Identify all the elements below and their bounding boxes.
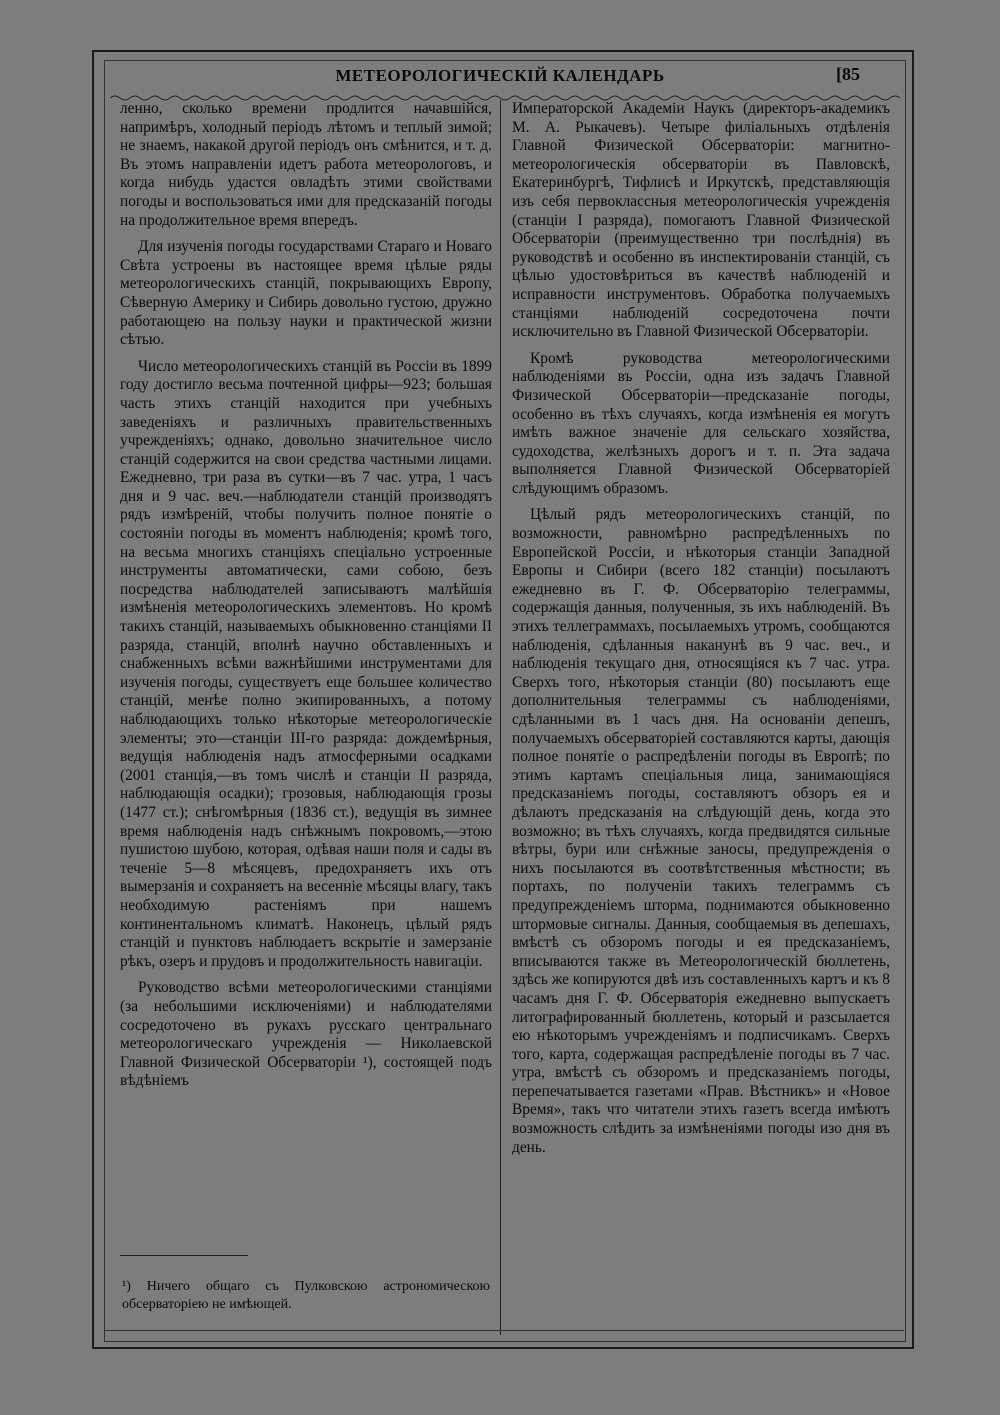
left-paragraph: ленно, сколько времени продлится начавшійся, напримѣръ, холодный періодъ лѣтомъ и теплый зимой; не знаемъ, накакой другой періодъ онъ смѣнится, и т. д. Въ этомъ направленіи идетъ работа метеорологовъ, и когда нибудь удастся овладѣть этими свойствами погоды и воспользоваться ими для предсказаній погоды на продолжительное время впередъ. — [120, 100, 492, 229]
right-column — [512, 100, 890, 1165]
left-paragraph: Число метеорологическихъ станцій въ Россіи въ 1899 году достигло весьма почтенной цифры—923; большая часть этихъ станцій находится при учебныхъ заведеніяхъ и различныхъ правительственныхъ учрежденіяхъ; однако, довольно значительное число станцій содержится на свои средства частными лицами. Ежедневно, три раза въ сутки—въ 7 час. утра, 1 часъ дня и 9 час. веч.—наблюдатели станцій производятъ рядъ измѣреній, чтобы получить полное понятіе о состояніи погоды въ моментъ наблюденія; кромѣ того, на весьма многихъ станціяхъ спеціально устроенные инструменты автоматически, сами собою, безъ посредства наблюдателей записываютъ малѣйшія измѣненія метеорологическихъ элементовъ. Но кромѣ такихъ станцій, называемыхъ обыкновенно станціями II разряда, станцій, вполнѣ научно обставленныхъ и снабженныхъ всѣми важнѣйшими инструментами для изученія погоды, существуетъ еще большее количество станцій, менѣе полно экипированныхъ, а потому наблюдающихъ только нѣкоторые метеорологическіе элементы; это—станціи III-го разряда: дождемѣрныя, ведущія наблюденія надъ атмосферными осадками (2001 станція,—въ томъ числѣ и станціи II разряда, наблюдающія осадки); грозовыя, наблюдающія грозы (1477 ст.); снѣгомѣрныя (1836 ст.), ведущія въ зимнее время наблюденія надъ снѣжнымъ покровомъ,—этою пушистою шубою, которая, одѣвая наши поля и сады въ теченіе 5—8 мѣсяцевъ, предохраняетъ ихъ отъ вымерзанія и сохраняетъ на весеннiе мѣсяцы влагу, такъ необходимую растеніямъ при нашемъ континентальномъ климатѣ. Наконецъ, цѣлый рядъ станцій и пунктовъ наблюдаетъ вскрытіе и замерзаніе рѣкъ, озеръ и прудовъ и продолжительность навигаціи. — [120, 357, 492, 970]
left-column — [120, 100, 492, 1099]
right-paragraph: Цѣлый рядъ метеорологическихъ станцій, по возможности, равномѣрно распредѣленныхъ по Европейской Россіи, и нѣкоторыя станціи Западной Европы и Сибири (всего 182 станціи) посылаютъ ежедневно въ Г. Ф. Обсерваторію телеграммы, содержащія данныя, полученныя, зъ ихъ наблюденій. Въ этихъ теллеграммахъ, посылаемыхъ утромъ, сообщаются наблюденія, сдѣланныя наканунѣ въ 9 час. веч., и наблюденія текущаго дня, относящіяся къ 7 час. утра. Сверхъ того, нѣкоторыя станціи (80) посылаютъ еще дополнительныя телеграммы съ наблюденіями, сдѣланными въ 1 часъ дня. На основаніи депешъ, получаемыхъ обсерваторіей составляются карты, дающія полное понятіе о распредѣленіи погоды въ Европѣ; по этимъ картамъ спеціальныя лица, занимающіяся предсказаніемъ погоды, составляютъ обзоръ ея и дѣлаютъ предсказанія на слѣдующій день, когда это возможно; въ тѣхъ случаяхъ, когда предвидятся сильные вѣтры, бури или снѣжные заносы, предупрежденія о нихъ посылаются въ соотвѣтственныя мѣстности; въ портахъ, по полученіи такихъ телеграммъ съ предупрежденіемъ шторма, поднимаются обыкновенно штормовые сигналы. Данныя, сообщаемыя въ депешахъ, вмѣстѣ съ обзоромъ погоды и ея предсказаніемъ, вписываются также въ Метеорологическій бюллетень, здѣсь же копируются двѣ изъ составленныхъ картъ и къ 8 часамъ дня Г. Ф. Обсерваторія ежедневно выпускаетъ литографированный бюллетень, который и разсылается ею нѣкоторымъ учрежденіямъ и подписчикамъ. Сверхъ того, карта, содержащая распредѣленіе погоды въ 7 час. утра, вмѣстѣ съ обзоромъ и предсказаніемъ погоды, перепечатывается газетами «Прав. Вѣстникъ» и «Новое Время», такъ что читатели этихъ газетъ всегда имѣютъ возможность слѣдить за измѣненіями погоды изо дня въ день. — [512, 506, 890, 1156]
right-paragraph: Кромѣ руководства метеорологическими наблюденіями въ Россіи, одна изъ задачъ Главной Физической Обсерваторіи—предсказаніе погоды, особенно въ тѣхъ случаяхъ, когда измѣненія ея могутъ имѣть важное значеніе для сельскаго хозяйства, судоходства, желѣзныхъ дорогъ и т. п. Эта задача выполняется Главной Физической Обсерваторіей слѣдующимъ образомъ. — [512, 349, 890, 497]
running-head-title: МЕТЕОРОЛОГИЧЕСКІЙ КАЛЕНДАРЬ — [335, 66, 665, 85]
page-number: [85 — [836, 64, 860, 84]
footnote-rule — [120, 1255, 248, 1256]
footnote: ¹) Ничего общаго съ Пулковскою астрономическою обсерваторіею не имѣющей. — [122, 1279, 490, 1312]
column-divider — [500, 100, 501, 1335]
right-paragraph: Императорской Академіи Наукъ (директоръ-академикъ М. А. Рыкачевъ). Четыре филіальныхъ отдѣленія Главной Физической Обсерваторіи: магнитно-метеорологическія обсерваторіи въ Павловскѣ, Екатеринбургѣ, Тифлисѣ и Иркутскѣ, представляющія изъ себя первоклассныя метеорологическія учрежденія (станціи I разряда), помогаютъ Главной Физической Обсерваторіи (преимущественно три послѣднія) въ руководствѣ и особенно въ инспектированіи станцій, съ цѣлью удостовѣриться въ качествѣ наблюденій и исправности инструментовъ. Обработка получаемыхъ станціями наблюденій сосредоточена почти исключительно въ Главной Физической Обсерваторіи. — [512, 100, 890, 341]
left-paragraph: Для изученія погоды государствами Стараго и Новаго Свѣта устроены въ настоящее время цѣлые ряды метеорологическихъ станцій, покрывающихъ Европу, Сѣверную Америку и Сибирь довольно густою, дружно работающею на пользу науки и практической жизни сѣтью. — [120, 238, 492, 349]
bottom-rule — [104, 1330, 904, 1331]
left-paragraph: Руководство всѣми метеорологическими станціями (за небольшими исключеніями) и наблюдателями сосредоточено въ рукахъ русскаго центральнаго метеорологическаго учрежденія — Николаевской Главной Физической Обсерваторіи ¹), состоящей подъ вѣдѣніемъ — [120, 979, 492, 1090]
